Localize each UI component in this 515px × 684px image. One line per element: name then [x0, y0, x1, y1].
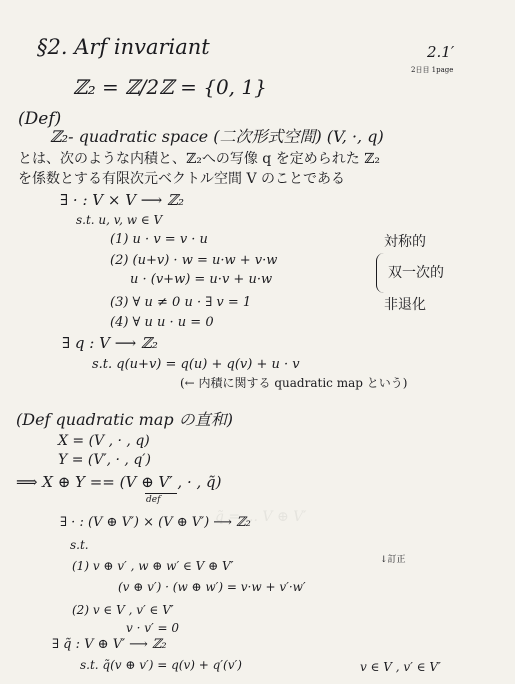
quadratic-note: (← 内積に関する quadratic map という) [180, 376, 408, 390]
label-nondegenerate: 非退化 [384, 297, 426, 313]
axiom-1: (1) u · v = v · u [110, 232, 208, 247]
st-vars: s.t. u, v, w ∈ V [76, 213, 163, 227]
def1-text-line2: を係数とする有限次元ベクトル空間 V のことである [18, 171, 346, 187]
page-number: 2.1′ [427, 43, 455, 61]
bilinear-form: ∃ · : V × V ⟶ ℤ₂ [60, 191, 185, 209]
def2-cond1b: (v ⊕ v′) · (w ⊕ w′) = v·w + v′·w′ [118, 580, 306, 594]
axiom-2a: (2) (u+v) · w = u·w + v·w [110, 253, 278, 268]
section-title: §2. Arf invariant [37, 35, 210, 59]
def2-st: s.t. [70, 538, 89, 552]
def-label: (Def) [18, 109, 62, 129]
correction-mark: ↓訂正 [380, 555, 406, 565]
axiom-3: (3) ∀ u ≠ 0 u · ∃ v = 1 [110, 295, 252, 310]
def2-qmap: ∃ q̃ : V ⊕ V′ ⟶ ℤ₂ [52, 637, 167, 652]
axiom-4: (4) ∀ u u · u = 0 [110, 315, 214, 330]
ghost-text: q̃ = ... V ⊕ V′ [215, 509, 307, 525]
def2-y: Y = (V′, · , q′) [58, 452, 151, 468]
quadratic-map: ∃ q : V ⟶ ℤ₂ [62, 334, 158, 352]
label-symmetric: 対称的 [384, 234, 426, 250]
def1-heading: ℤ₂- quadratic space (二次形式空間) (V, ·, q) [50, 127, 384, 146]
def2-x: X = (V , · , q) [58, 433, 150, 449]
def2-product: ∃ · : (V ⊕ V′) × (V ⊕ V′) ⟶ ℤ₂ [60, 515, 251, 530]
z2-definition: ℤ₂ = ℤ/2ℤ = {0, 1} [73, 75, 267, 99]
def2-qcond: s.t. q̃(v ⊕ v′) = q(v) + q′(v′) [80, 658, 242, 672]
bilinear-brace [376, 253, 385, 293]
def2-domain: v ∈ V , v′ ∈ V′ [360, 660, 441, 674]
def2-cond1a: (1) v ⊕ v′ , w ⊕ w′ ∈ V ⊕ V′ [72, 559, 234, 573]
page-note: 2日目 1page [411, 66, 454, 74]
def-under-label: def [146, 495, 161, 505]
def2-sum: ⟹ X ⊕ Y == (V ⊕ V′ , · , q̃) [16, 473, 222, 491]
axiom-2b: u · (v+w) = u·v + u·w [130, 272, 273, 287]
def1-text-line1: とは、次のような内積と、ℤ₂への写像 q を定められた ℤ₂ [18, 151, 380, 167]
label-bilinear: 双一次的 [388, 265, 444, 281]
def2-cond2a: (2) v ∈ V , v′ ∈ V′ [72, 603, 174, 617]
def2-heading: (Def quadratic map の直和) [16, 410, 233, 429]
def2-cond2b: v · v′ = 0 [126, 621, 180, 635]
quadratic-condition: s.t. q(u+v) = q(u) + q(v) + u · v [92, 357, 300, 372]
